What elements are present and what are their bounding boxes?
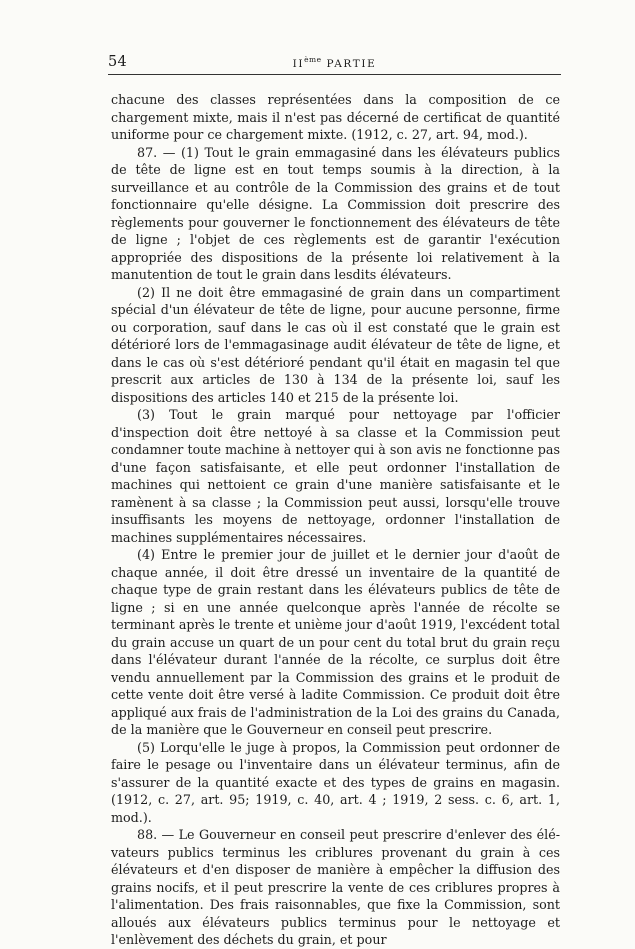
paragraph-section-87-1: 87. — (1) Tout le grain emmagasiné dans les élévateurs publics de tête de ligne est en tout temps soumis à la direction, à la surveillance et au contrôle de la Commission des grains et de tout fonctionnaire qu'elle désigne. La Commission doit prescrire des règlements pour gouverner le fonctionnement des élévateurs de tête de ligne ; l'objet de ces règlements est de garantir l'exécution appropriée des dispositions de la présente loi relativement à la manutention de tout le grain dans lesdits élévateurs. [111, 144, 560, 282]
header-rule [108, 74, 561, 75]
page-number: 54 [108, 54, 128, 70]
paragraph-section-87-3: (3) Tout le grain marqué pour nettoyage par l'officier d'inspection doit être nettoyé à sa classe et la Commission peut condamner toute machine à nettoyer qui à son avis ne fonctionne pas d'une façon satisfaisante, et elle peut ordonner l'installation de machines qui nettoient ce grain d'une manière satisfaisante et le ramènent à sa classe ; la Commission peut aussi, lorsqu'elle trouve insuffisants les moyens de nettoyage, ordonner l'installation de machines supplémentaires nécessaires. [111, 407, 560, 545]
paragraph-section-87-4: (4) Entre le premier jour de juillet et le dernier jour d'août de chaque année, il doit être dressé un inventaire de la quantité de chaque type de grain restant dans les élévateurs publics de tête de ligne ; si en une année quelconque après l'année de récolte se terminant après le trente et unième jour d'août 1919, l'excédent total du grain accuse un quart de un pour cent du total brut du grain reçu dans l'élévateur durant l'année de la récolte, ce surplus doit être vendu annuellement par la Commission des grains et le produit de cette vente doit être versé à ladite Commission. Ce produit doit être appliqué aux frais de l'administration de la Loi des grains du Canada, de la manière que le Gouverneur en conseil peut prescrire. [111, 547, 560, 737]
paragraph-continuation: chacune des classes représentées dans la composition de ce chargement mixte, mais il n'est pas décerné de certificat de quantité uniforme pour ce chargement mixte. (1912, c. 27, art. 94, mod.). [111, 92, 560, 142]
running-header [108, 52, 561, 72]
body-text [111, 91, 560, 949]
part-label: PARTIE [321, 58, 377, 70]
part-superscript: ème [304, 55, 322, 64]
paragraph-section-88: 88. — Le Gouverneur en conseil peut prescrire d'enlever des élévateurs publics terminus les criblures provenant du grain à ces élévateurs et d'en disposer de manière à empêcher la diffusion des grains nocifs, et il peut prescrire la vente de ces criblures propres à l'alimentation. Des frais raisonnables, que fixe la Commission, sont alloués aux élévateurs publics terminus pour le nettoyage et l'enlèvement des déchets du grain, et pour [111, 827, 560, 947]
part-prefix: II [292, 58, 305, 70]
paragraph-section-87-2: (2) Il ne doit être emmagasiné de grain dans un compartiment spécial d'un élévateur de tête de ligne, pour aucune personne, firme ou corporation, sauf dans le cas où il est constaté que le grain est détérioré lors de l'emmagasinage audit élévateur de tête de ligne, et dans le cas où s'est détérioré pendant qu'il était en magasin tel que prescrit aux articles de 130 à 134 de la présente loi, sauf les dispositions des articles 140 et 215 de la présente loi. [111, 284, 560, 405]
part-title [108, 55, 561, 70]
paragraph-section-87-5: (5) Lorqu'elle le juge à propos, la Commission peut ordonner de faire le pesage ou l'inventaire dans un élévateur terminus, afin de s'assurer de la quantité exacte et des types de grains en magasin. (1912, c. 27, art. 95; 1919, c. 40, art. 4 ; 1919, 2 sess. c. 6, art. 1, mod.). [111, 739, 560, 825]
